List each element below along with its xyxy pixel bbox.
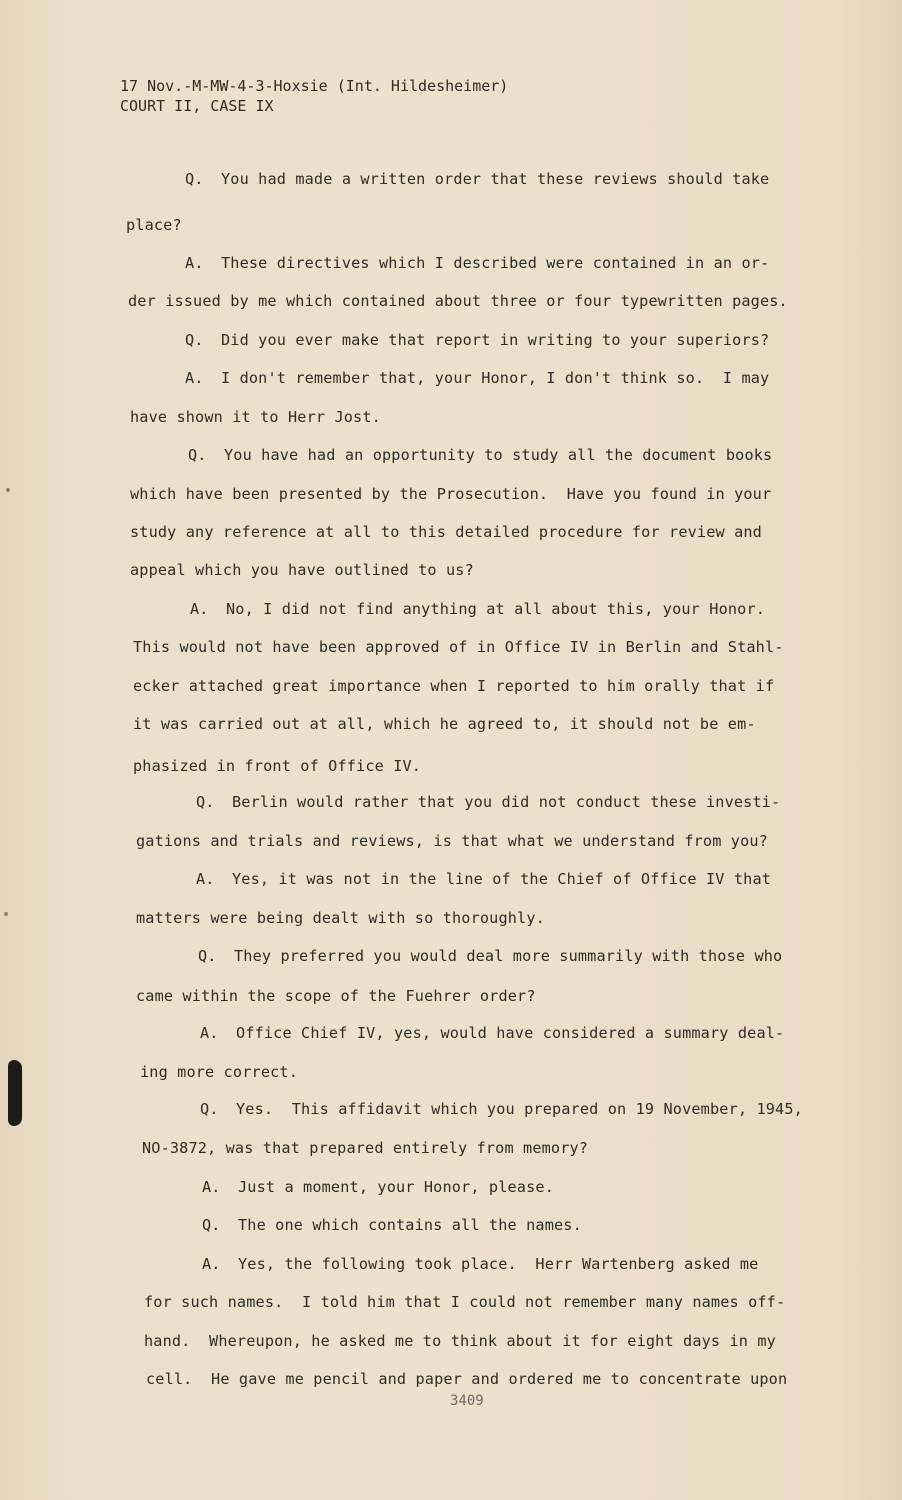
line-text: which have been presented by the Prosecution. Have you found in your	[130, 485, 772, 503]
document-header	[120, 76, 508, 116]
transcript-line	[188, 446, 772, 466]
speaker-label: Q.	[185, 170, 204, 188]
transcript-line	[128, 292, 788, 312]
transcript-line	[185, 369, 769, 389]
line-text: phasized in front of Office IV.	[133, 757, 422, 775]
page-number: 3409	[450, 1393, 484, 1409]
line-text: NO-3872, was that prepared entirely from memory?	[142, 1139, 589, 1157]
line-text: place?	[126, 216, 182, 234]
line-text: Yes, the following took place. Herr Wartenberg asked me	[238, 1255, 759, 1273]
transcript-line	[130, 523, 762, 543]
binder-hole	[8, 1060, 22, 1126]
line-text: gations and trials and reviews, is that what we understand from you?	[136, 832, 768, 850]
transcript-line	[144, 1332, 776, 1352]
line-text: hand. Whereupon, he asked me to think about it for eight days in my	[144, 1332, 776, 1350]
line-text: cell. He gave me pencil and paper and ordered me to concentrate upon	[146, 1370, 788, 1388]
line-text: Did you ever make that report in writing to your superiors?	[221, 331, 770, 349]
paper-speck	[6, 488, 10, 492]
speaker-label: A.	[196, 870, 215, 888]
line-text: ecker attached great importance when I reported to him orally that if	[133, 677, 775, 695]
transcript-line	[196, 793, 780, 813]
transcript-line	[200, 1100, 803, 1120]
transcript-line	[133, 757, 421, 777]
transcript-line	[196, 870, 771, 890]
paper-speck	[4, 912, 8, 916]
line-text: These directives which I described were contained in an or-	[221, 254, 770, 272]
speaker-label: Q.	[202, 1216, 221, 1234]
transcript-line	[198, 947, 782, 967]
transcript-line	[136, 832, 768, 852]
line-text: Office Chief IV, yes, would have considered a summary deal-	[236, 1024, 785, 1042]
transcript-line	[126, 216, 182, 236]
line-text: study any reference at all to this detailed procedure for review and	[130, 523, 762, 541]
speaker-label: Q.	[196, 793, 215, 811]
transcript-line	[202, 1216, 582, 1236]
speaker-label: A.	[202, 1255, 221, 1273]
transcript-line	[133, 677, 774, 697]
line-text: have shown it to Herr Jost.	[130, 408, 381, 426]
speaker-label: Q.	[200, 1100, 219, 1118]
line-text: came within the scope of the Fuehrer order?	[136, 987, 536, 1005]
transcript-line	[136, 909, 545, 929]
line-text: Yes. This affidavit which you prepared on 19 November, 1945,	[236, 1100, 803, 1118]
line-text: ing more correct.	[140, 1063, 298, 1081]
line-text: You had made a written order that these reviews should take	[221, 170, 770, 188]
header-court-case: COURT II, CASE IX	[120, 97, 274, 115]
speaker-label: A.	[190, 600, 209, 618]
transcript-line	[133, 715, 756, 735]
speaker-label: A.	[200, 1024, 219, 1042]
line-text: Yes, it was not in the line of the Chief of Office IV that	[232, 870, 772, 888]
line-text: Berlin would rather that you did not conduct these investi-	[232, 793, 781, 811]
line-text: for such names. I told him that I could not remember many names off-	[144, 1293, 786, 1311]
transcript-line	[133, 638, 784, 658]
speaker-label: Q.	[198, 947, 217, 965]
line-text: matters were being dealt with so thoroughly.	[136, 909, 545, 927]
transcript-line	[130, 561, 474, 581]
speaker-label: A.	[202, 1178, 221, 1196]
transcript-line	[142, 1139, 588, 1159]
transcript-line	[144, 1293, 785, 1313]
transcript-line	[202, 1255, 758, 1275]
transcript-line	[130, 408, 381, 428]
transcript-line	[202, 1178, 554, 1198]
transcript-line	[200, 1024, 784, 1044]
transcript-line	[185, 254, 769, 274]
line-text: I don't remember that, your Honor, I don't think so. I may	[221, 369, 770, 387]
line-text: No, I did not find anything at all about this, your Honor.	[226, 600, 766, 618]
line-text: der issued by me which contained about three or four typewritten pages.	[128, 292, 788, 310]
line-text: Just a moment, your Honor, please.	[238, 1178, 554, 1196]
transcript-line	[185, 331, 769, 351]
transcript-line	[146, 1370, 787, 1390]
line-text: You have had an opportunity to study all the document books	[224, 446, 773, 464]
transcript-line	[190, 600, 765, 620]
transcript-line	[130, 485, 771, 505]
speaker-label: Q.	[188, 446, 207, 464]
speaker-label: A.	[185, 254, 204, 272]
transcript-line	[140, 1063, 298, 1083]
speaker-label: A.	[185, 369, 204, 387]
transcript-line	[185, 170, 769, 190]
line-text: This would not have been approved of in Office IV in Berlin and Stahl-	[133, 638, 784, 656]
line-text: it was carried out at all, which he agreed to, it should not be em-	[133, 715, 756, 733]
header-session-line: 17 Nov.-M-MW-4-3-Hoxsie (Int. Hildesheimer)	[120, 77, 509, 95]
line-text: appeal which you have outlined to us?	[130, 561, 474, 579]
speaker-label: Q.	[185, 331, 204, 349]
line-text: The one which contains all the names.	[238, 1216, 582, 1234]
line-text: They preferred you would deal more summarily with those who	[234, 947, 783, 965]
transcript-line	[136, 987, 536, 1007]
